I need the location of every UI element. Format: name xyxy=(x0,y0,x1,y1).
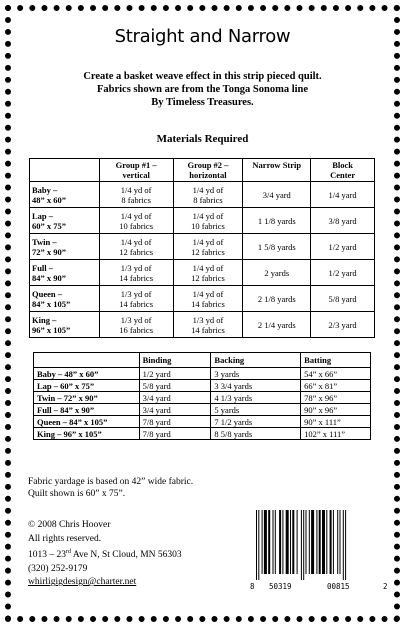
barcode-bar xyxy=(309,510,310,574)
materials-group1-cell: 1/3 yd of 14 fabrics xyxy=(99,286,173,312)
contact-block xyxy=(28,519,182,590)
intro-paragraph xyxy=(20,70,385,109)
materials-group2-cell: 1/3 yd of 14 fabrics xyxy=(173,312,243,338)
materials-row xyxy=(30,234,375,260)
barcode-bar xyxy=(258,510,259,580)
bbb-backing-cell: 8 5/8 yards xyxy=(211,428,301,440)
barcode-bar xyxy=(286,510,289,574)
materials-header-group1: Group #1 – vertical xyxy=(99,159,173,182)
barcode-bar xyxy=(322,510,325,574)
materials-size-cell: Lap – 60” x 75” xyxy=(30,208,100,234)
bbb-row xyxy=(34,380,371,392)
bbb-row xyxy=(34,428,371,440)
materials-center-cell: 3/8 yard xyxy=(311,208,375,234)
barcode-bar xyxy=(262,510,263,574)
barcode-bar xyxy=(292,510,294,574)
bbb-binding-cell: 7/8 yard xyxy=(139,416,211,428)
materials-row xyxy=(30,312,375,338)
barcode-digit-first: 8 xyxy=(250,582,255,591)
bbb-batting-cell: 90” x 96” xyxy=(301,404,371,416)
note-fabric-width: Fabric yardage is based on 42” wide fabric. xyxy=(28,477,194,487)
materials-row xyxy=(30,208,375,234)
barcode-bar xyxy=(290,510,291,574)
materials-size-cell: Baby – 48” x 60” xyxy=(30,182,100,208)
bbb-header-batting: Batting xyxy=(301,353,371,368)
bbb-backing-cell: 7 1/2 yards xyxy=(211,416,301,428)
intro-line-3: By Timeless Treasures. xyxy=(151,97,254,108)
barcode-bar xyxy=(282,510,283,574)
bbb-header-backing: Backing xyxy=(211,353,301,368)
note-quilt-shown: Quilt shown is 60” x 75”. xyxy=(28,489,126,499)
materials-size-cell: Twin – 72” x 90” xyxy=(30,234,100,260)
materials-table xyxy=(29,158,375,338)
barcode-bar xyxy=(333,510,334,574)
materials-center-cell: 2/3 yard xyxy=(311,312,375,338)
materials-group2-cell: 1/4 yd of 8 fabrics xyxy=(173,182,243,208)
bbb-backing-cell: 5 yards xyxy=(211,404,301,416)
barcode-bar xyxy=(340,510,341,574)
materials-group1-cell: 1/3 yd of 14 fabrics xyxy=(99,260,173,286)
barcode-bar xyxy=(311,510,314,574)
materials-center-cell: 1/2 yard xyxy=(311,234,375,260)
bbb-size-cell: Queen – 84” x 105” xyxy=(34,416,140,428)
materials-strip-cell: 2 1/4 yards xyxy=(243,312,311,338)
materials-header-block-center: Block Center xyxy=(311,159,375,182)
barcode-bar xyxy=(264,510,267,574)
barcode-bar xyxy=(306,510,307,574)
barcode-bar xyxy=(301,510,302,580)
barcode-bar xyxy=(303,510,304,580)
barcode-bar xyxy=(345,510,346,580)
barcode-bar xyxy=(273,510,274,574)
bbb-binding-cell: 5/8 yard xyxy=(139,380,211,392)
barcode-bar xyxy=(343,510,344,580)
bbb-batting-cell: 78” x 96” xyxy=(301,392,371,404)
barcode-group-2: 00815 xyxy=(327,582,350,591)
bbb-header-binding: Binding xyxy=(139,353,211,368)
bbb-binding-cell: 3/4 yard xyxy=(139,404,211,416)
materials-row xyxy=(30,182,375,208)
intro-line-1: Create a basket weave effect in this strip pieced quilt. xyxy=(83,71,322,82)
materials-group1-cell: 1/4 yd of 10 fabrics xyxy=(99,208,173,234)
materials-heading: Materials Required xyxy=(156,133,249,145)
materials-strip-cell: 2 yards xyxy=(243,260,311,286)
materials-size-cell: Queen – 84” x 105” xyxy=(30,286,100,312)
barcode-digit-last: 2 xyxy=(383,582,388,591)
bbb-size-cell: Full – 84” x 90” xyxy=(34,404,140,416)
barcode-bar xyxy=(326,510,327,574)
bbb-binding-cell: 3/4 yard xyxy=(139,392,211,404)
bbb-size-cell: Lap – 60” x 75” xyxy=(34,380,140,392)
materials-center-cell: 5/8 yard xyxy=(311,286,375,312)
barcode-bar xyxy=(337,510,338,574)
phone-line: (320) 252-9179 xyxy=(28,563,88,574)
bbb-row xyxy=(34,368,371,380)
bbb-binding-cell: 7/8 yard xyxy=(139,428,211,440)
bbb-header-size xyxy=(34,353,140,368)
barcode-bar xyxy=(330,510,332,574)
barcode-bar xyxy=(275,510,276,574)
bbb-binding-cell: 1/2 yard xyxy=(139,368,211,380)
yardage-notes xyxy=(28,476,193,500)
barcode-group-1: 50319 xyxy=(269,582,292,591)
materials-strip-cell: 2 1/8 yards xyxy=(243,286,311,312)
materials-header-size xyxy=(30,159,100,182)
materials-row xyxy=(30,286,375,312)
binding-backing-batting-table xyxy=(33,352,371,440)
bbb-batting-cell: 54” x 66” xyxy=(301,368,371,380)
bbb-size-cell: King – 96” x 105” xyxy=(34,428,140,440)
address-line: 1013 – 23rd Ave N, St Cloud, MN 56303 xyxy=(28,549,182,561)
bbb-row xyxy=(34,416,371,428)
bbb-batting-cell: 102” x 111” xyxy=(301,428,371,440)
materials-center-cell: 1/2 yard xyxy=(311,260,375,286)
materials-size-cell: Full – 84” x 90” xyxy=(30,260,100,286)
barcode-bar xyxy=(297,510,298,574)
bbb-batting-cell: 66” x 81” xyxy=(301,380,371,392)
materials-size-cell: King – 96” x 105” xyxy=(30,312,100,338)
barcode-bar xyxy=(279,510,281,574)
barcode-bar xyxy=(268,510,270,574)
materials-group2-cell: 1/4 yd of 14 fabrics xyxy=(173,286,243,312)
pattern-title: Straight and Narrow xyxy=(114,26,291,47)
barcode-bar xyxy=(319,510,321,574)
bbb-header-row xyxy=(34,353,371,368)
materials-group1-cell: 1/4 yd of 8 fabrics xyxy=(99,182,173,208)
bbb-size-cell: Baby – 48” x 60” xyxy=(34,368,140,380)
materials-strip-cell: 3/4 yard xyxy=(243,182,311,208)
materials-center-cell: 1/4 yard xyxy=(311,182,375,208)
bbb-row xyxy=(34,392,371,404)
bbb-size-cell: Twin – 72” x 90” xyxy=(34,392,140,404)
materials-group2-cell: 1/4 yd of 12 fabrics xyxy=(173,260,243,286)
bbb-row xyxy=(34,404,371,416)
rights-line: All rights reserved. xyxy=(28,533,102,544)
materials-group1-cell: 1/4 yd of 12 fabrics xyxy=(99,234,173,260)
bbb-backing-cell: 4 1/3 yards xyxy=(211,392,301,404)
materials-group2-cell: 1/4 yd of 12 fabrics xyxy=(173,234,243,260)
materials-header-narrow-strip: Narrow Strip xyxy=(243,159,311,182)
materials-row xyxy=(30,260,375,286)
bbb-backing-cell: 3 3/4 yards xyxy=(211,380,301,392)
copyright-line: © 2008 Chris Hoover xyxy=(28,520,111,530)
intro-line-2: Fabrics shown are from the Tonga Sonoma line xyxy=(96,84,309,95)
materials-group2-cell: 1/4 yd of 10 fabrics xyxy=(173,208,243,234)
materials-group1-cell: 1/3 yd of 16 fabrics xyxy=(99,312,173,338)
bbb-batting-cell: 90” x 111” xyxy=(301,416,371,428)
materials-header-row xyxy=(30,159,375,182)
barcode-bar xyxy=(256,510,257,580)
email-link[interactable]: whirligigdesign@charter.net xyxy=(28,577,137,588)
upc-barcode xyxy=(254,510,378,580)
materials-strip-cell: 1 1/8 yards xyxy=(243,208,311,234)
materials-header-group2: Group #2 – horizontal xyxy=(173,159,243,182)
barcode-bar xyxy=(316,510,317,574)
materials-strip-cell: 1 5/8 yards xyxy=(243,234,311,260)
bbb-backing-cell: 3 yards xyxy=(211,368,301,380)
